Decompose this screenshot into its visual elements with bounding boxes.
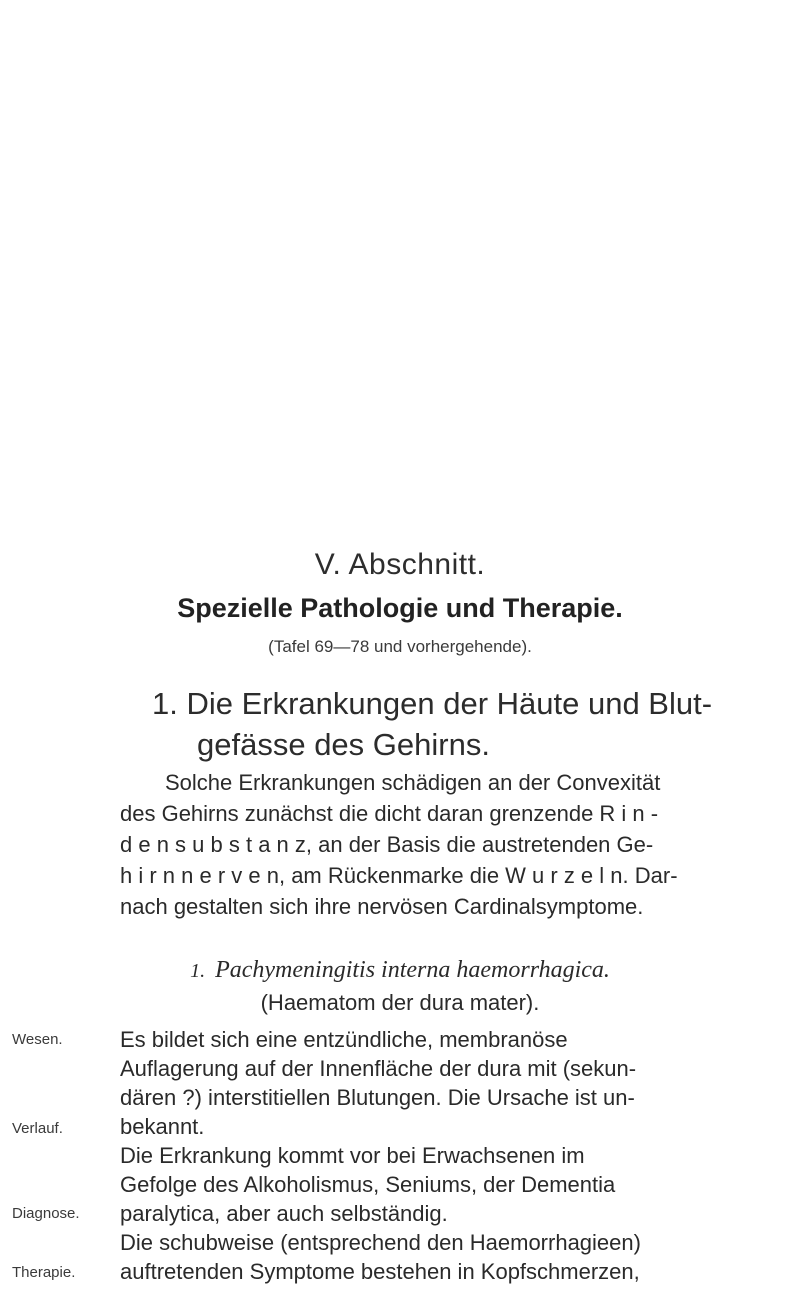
section-heading: V. Abschnitt.: [314, 548, 486, 581]
subsection-title: [0, 957, 800, 984]
intro-line: nach gestalten sich ihre nervösen Cardinalsymptome.: [120, 894, 644, 919]
margin-label-therapie: Therapie.: [12, 1264, 76, 1281]
body-line: Gefolge des Alkoholismus, Seniums, der Dementia: [120, 1172, 616, 1197]
body-line: dären ?) interstitiellen Blutungen. Die Ursache ist un-: [120, 1085, 635, 1110]
chapter-heading-line-1: 1. Die Erkrankungen der Häute und Blut-: [152, 686, 713, 721]
page-title: Spezielle Pathologie und Therapie.: [177, 593, 623, 623]
intro-line: h i r n n e r v e n, am Rückenmarke die W u r z e l n. Dar-: [120, 863, 678, 888]
intro-line: d e n s u b s t a n z, an der Basis die austretenden Ge-: [120, 832, 654, 857]
margin-label-verlauf: Verlauf.: [12, 1120, 63, 1137]
body-line: auftretenden Symptome bestehen in Kopfschmerzen,: [120, 1259, 640, 1284]
body-line: Es bildet sich eine entzündliche, membranöse: [120, 1027, 568, 1052]
plates-reference: (Tafel 69—78 und vorhergehende).: [268, 637, 532, 656]
body-line: Die schubweise (entsprechend den Haemorrhagieen): [120, 1230, 641, 1255]
chapter-heading: [152, 683, 712, 765]
body-line: Die Erkrankung kommt vor bei Erwachsenen im: [120, 1143, 585, 1168]
chapter-heading-line-2: gefässe des Gehirns.: [197, 727, 490, 762]
intro-line: des Gehirns zunächst die dicht daran grenzende R i n -: [120, 801, 659, 826]
body-line: Auflagerung auf der Innenfläche der dura mit (sekun-: [120, 1056, 637, 1081]
margin-label-diagnose: Diagnose.: [12, 1205, 80, 1222]
body-line: bekannt.: [120, 1114, 205, 1139]
body-line: paralytica, aber auch selbständig.: [120, 1201, 448, 1226]
subsection-title-text: Pachymeningitis interna haemorrhagica.: [215, 957, 610, 983]
intro-line: Solche Erkrankungen schädigen an der Convexität: [165, 770, 661, 795]
subsection-number: 1.: [190, 960, 206, 982]
subsection-subtitle: (Haematom der dura mater).: [260, 990, 540, 1015]
margin-label-wesen: Wesen.: [12, 1031, 63, 1048]
